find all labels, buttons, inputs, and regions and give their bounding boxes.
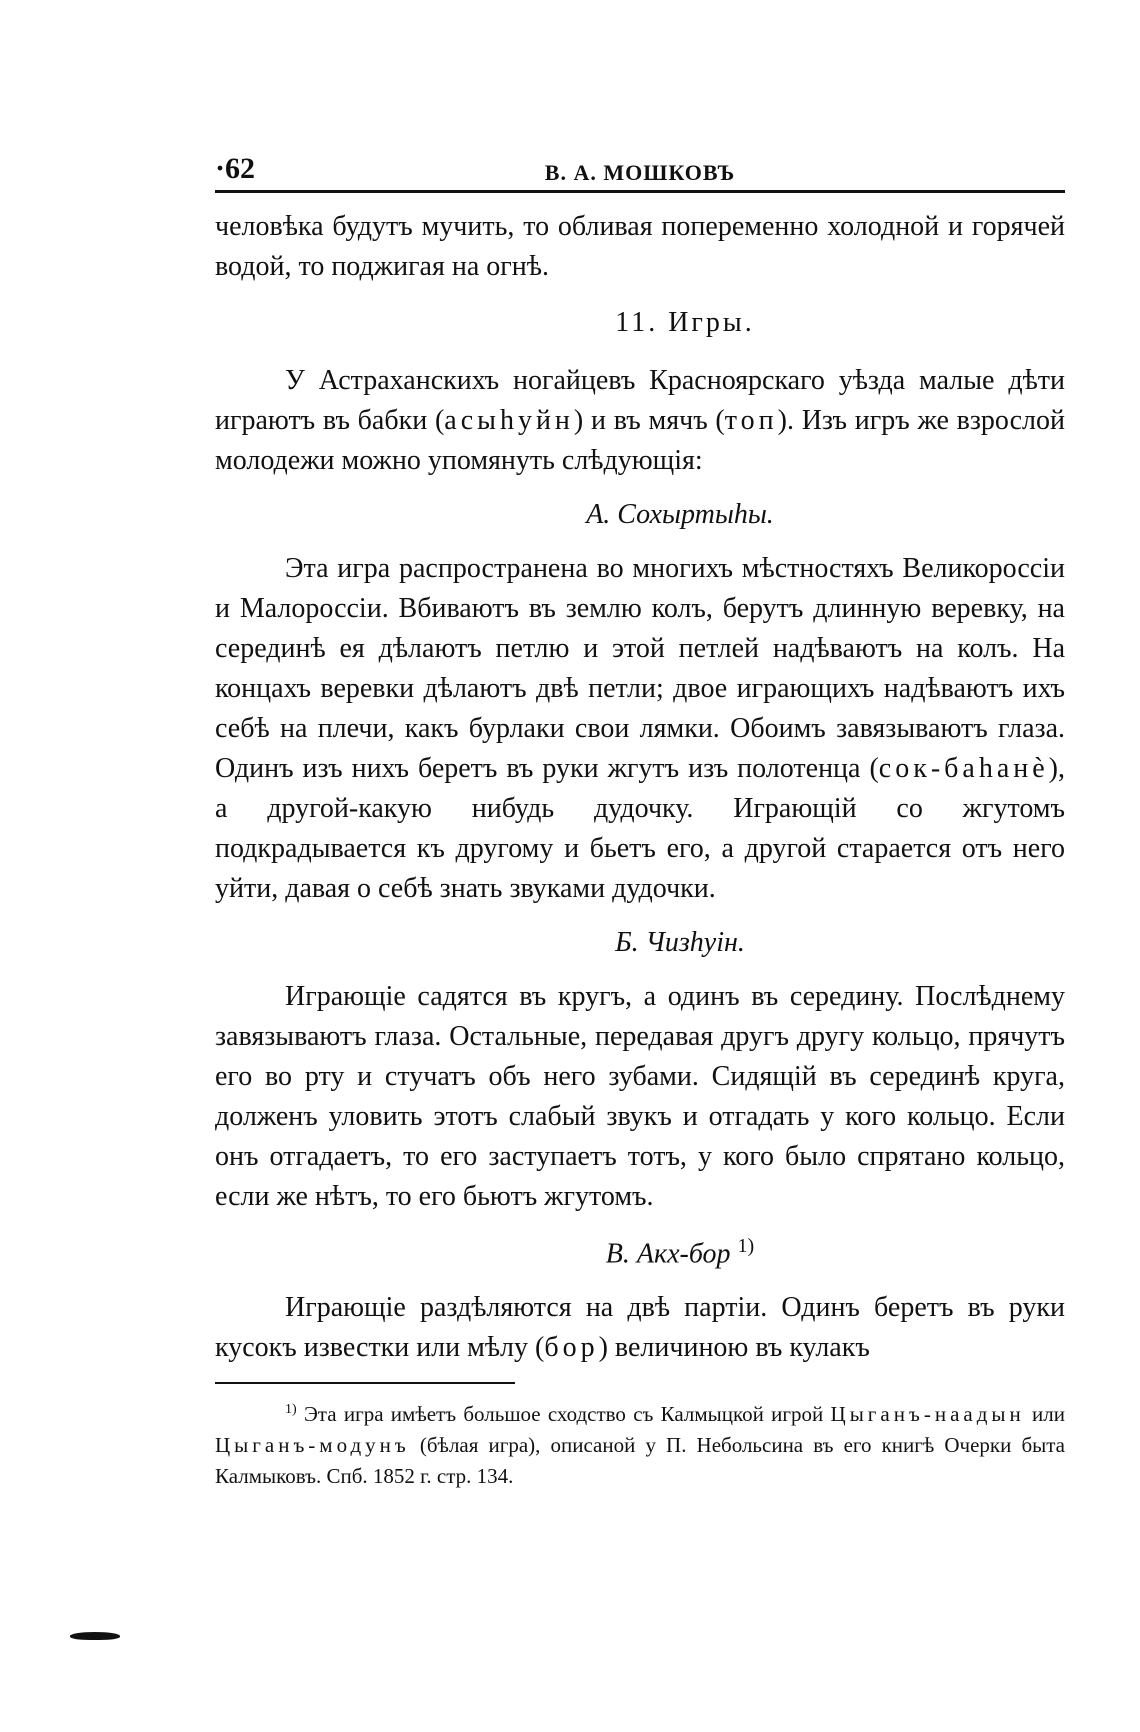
footnote-term-2: Цыганъ-модунъ bbox=[215, 1433, 410, 1458]
footnote-text-1: Эта игра имѣетъ большое сходство съ Калмыцкой игрой bbox=[296, 1402, 831, 1427]
term-sokbahane: сок-баhанè bbox=[878, 753, 1049, 784]
paragraph-games-text-3: ). Изъ игръ же взрослой молодежи можно упомянуть слѣдующія: bbox=[215, 405, 1065, 476]
subsection-b-title: Б. Чизhуін. bbox=[615, 927, 745, 958]
paragraph-c-text-1: Играющіе раздѣляются на двѣ партіи. Одинъ беретъ въ руки кусокъ известки или мѣлу ( bbox=[215, 1292, 1065, 1364]
paragraph-c bbox=[215, 1288, 1065, 1368]
term-asyhuin: асыhуйн bbox=[444, 405, 574, 436]
paragraph-a-text-2: ), а другой-какую нибудь дудочку. Играющій со жгутомъ подкрадывается къ другому и бьетъ его, а другой старается отъ него уйти, давая о себѣ знать звуками дудочки. bbox=[215, 753, 1065, 904]
footnote-rule bbox=[215, 1382, 515, 1384]
paragraph-b: Играющіе садятся въ кругъ, а одинъ въ середину. Послѣднему завязываютъ глаза. Остальные, передавая другъ другу кольцо, прячутъ его во рту и стучатъ объ него зубами. Сидящій въ серединѣ круга, долженъ уловить этотъ слабый звукъ и отгадать у кого кольцо. Если онъ отгадаетъ, то его заступаетъ тотъ, у кого было спрятано кольцо, если же нѣтъ, то его бьютъ жгутомъ. bbox=[215, 981, 1065, 1212]
term-top: топ bbox=[724, 405, 778, 436]
footnote-mark: 1) bbox=[285, 1402, 297, 1418]
paragraph-a bbox=[215, 549, 1065, 909]
footnote-text-2: или bbox=[1024, 1402, 1065, 1427]
subsection-c-title-text: В. Акх-бор bbox=[605, 1238, 731, 1270]
header-rule bbox=[215, 190, 1065, 193]
paragraph-games-text-2: ) и въ мячъ ( bbox=[573, 405, 725, 436]
book-page bbox=[215, 150, 1065, 1492]
section-title: 11. Игры. bbox=[615, 307, 755, 338]
footnote-reference-mark: 1) bbox=[737, 1235, 755, 1257]
footnote-text-3: (бѣлая игра), описаной у П. Небольсина въ его книгѣ Очерки быта Калмыковъ. Спб. 1852 г. стр. 134. bbox=[215, 1433, 1065, 1489]
term-bor: бор bbox=[544, 1332, 599, 1364]
page-number: ·62 bbox=[215, 152, 256, 185]
paragraph-c-text-2: ) величиною въ кулакъ bbox=[598, 1332, 870, 1364]
paragraph-games bbox=[215, 361, 1065, 481]
paragraph-a-text-1: Эта игра распространена во многихъ мѣстностяхъ Великороссіи и Малороссіи. Вбиваютъ въ землю колъ, берутъ длинную веревку, на серединѣ ея дѣлаютъ петлю и этой петлей надѣваютъ на колъ. На концахъ веревки дѣлаютъ двѣ петли; двое играющихъ надѣваютъ ихъ себѣ на плечи, какъ бурлаки свои лямки. Обоимъ завязываютъ глаза. Одинъ изъ нихъ беретъ въ руки жгутъ изъ полотенца ( bbox=[215, 553, 1065, 784]
footnote-term-1: Цыганъ-наадын bbox=[830, 1402, 1025, 1427]
paragraph-intro: человѣка будутъ мучить, то обливая попеременно холодной и горячей водой, то поджигая на огнѣ. bbox=[215, 211, 1065, 282]
running-title: В. А. МОШКОВЪ bbox=[544, 160, 736, 185]
subsection-a-title: А. Сохыртыhы. bbox=[586, 499, 774, 530]
subsection-c-title bbox=[295, 1235, 1065, 1270]
paragraph-games-text-1: У Астраханскихъ ногайцевъ Красноярскаго уѣзда малые дѣти играютъ въ бабки ( bbox=[215, 365, 1065, 436]
running-head bbox=[215, 150, 1065, 190]
footnote bbox=[215, 1394, 1065, 1492]
scan-edge-mark bbox=[70, 1632, 120, 1640]
